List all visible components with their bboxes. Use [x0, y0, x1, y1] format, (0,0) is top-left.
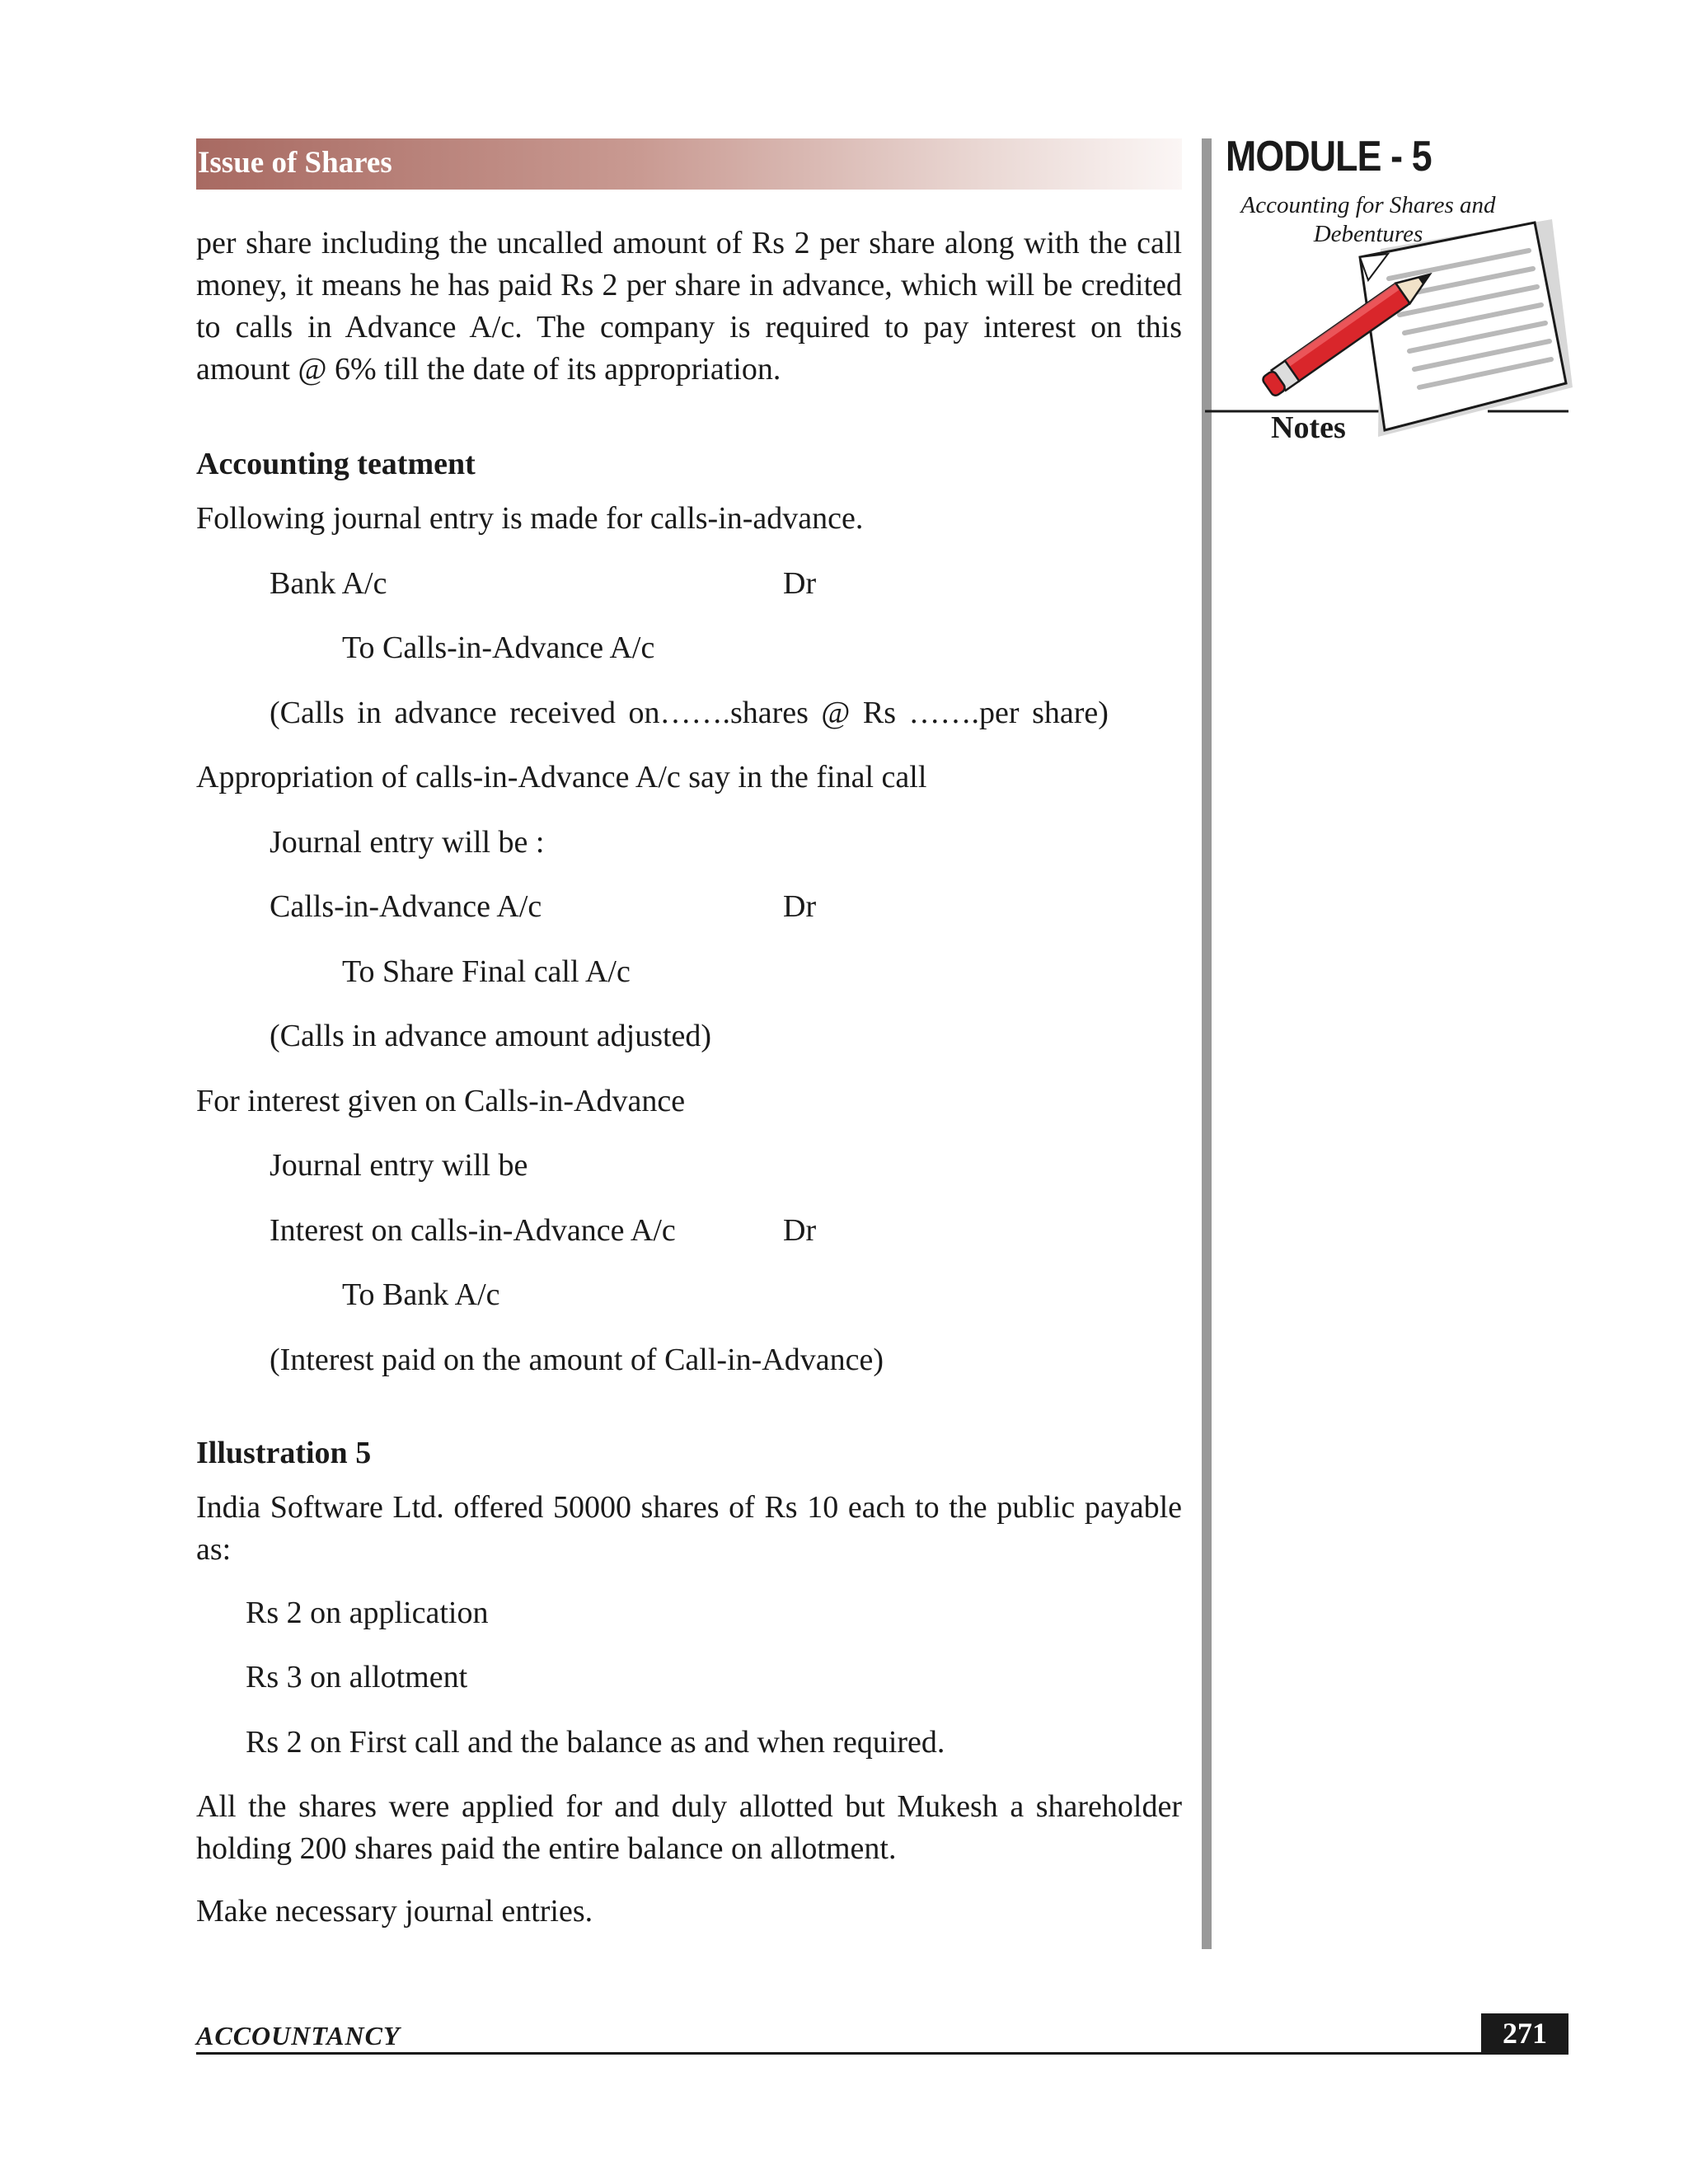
- appropriation-line: Appropriation of calls-in-Advance A/c say in the final call: [196, 760, 927, 794]
- entry2-intro: Journal entry will be :: [270, 825, 545, 860]
- entry3-credit: To Bank A/c: [342, 1277, 500, 1312]
- page-number: 271: [1481, 2013, 1568, 2053]
- entry3-debit: Interest on calls-in-Advance A/c: [270, 1213, 676, 1248]
- module-subtitle: Accounting for Shares and Debentures: [1240, 192, 1496, 247]
- entry2-debit: Calls-in-Advance A/c: [270, 889, 542, 924]
- entry3-dr: Dr: [783, 1213, 817, 1248]
- following-line: Following journal entry is made for calls-in-advance.: [196, 501, 864, 536]
- accounting-heading: Accounting teatment: [196, 447, 476, 481]
- footer-rule: [196, 2052, 1568, 2055]
- shareholder-paragraph: All the shares were applied for and duly allotted but Mukesh a shareholder holding 200 shares paid the entire balance on allotment.: [196, 1789, 1182, 1866]
- entry3-intro: Journal entry will be: [270, 1148, 528, 1183]
- entry1-debit: Bank A/c: [270, 566, 387, 601]
- section-title: Issue of Shares: [198, 146, 392, 180]
- illustration-paragraph: India Software Ltd. offered 50000 shares of Rs 10 each to the public payable as:: [196, 1490, 1182, 1567]
- entry3-narration: (Interest paid on the amount of Call-in-Advance): [270, 1343, 884, 1377]
- payment-item: Rs 2 on First call and the balance as and when required.: [246, 1725, 945, 1760]
- interest-line: For interest given on Calls-in-Advance: [196, 1084, 686, 1118]
- entry1-narration: (Calls in advance received on…….shares @ Rs …….per share): [270, 696, 1109, 730]
- module-title: MODULE - 5: [1226, 133, 1432, 180]
- entry1-credit: To Calls-in-Advance A/c: [342, 630, 655, 665]
- footer-subject: ACCOUNTANCY: [196, 2021, 401, 2050]
- entry2-narration: (Calls in advance amount adjusted): [270, 1019, 712, 1053]
- entry2-credit: To Share Final call A/c: [342, 954, 631, 989]
- payment-item: Rs 3 on allotment: [246, 1660, 468, 1694]
- payment-item: Rs 2 on application: [246, 1596, 489, 1630]
- illustration-heading: Illustration 5: [196, 1436, 372, 1470]
- section-header-band: [196, 138, 1182, 190]
- notes-label: Notes: [1271, 410, 1346, 445]
- notes-pencil-icon: [1203, 214, 1582, 462]
- entry1-dr: Dr: [783, 566, 817, 601]
- instruction-line: Make necessary journal entries.: [196, 1894, 593, 1929]
- entry2-dr: Dr: [783, 889, 817, 924]
- intro-paragraph: per share including the uncalled amount of Rs 2 per share along with the call money, it means he has paid Rs 2 per share in advance, which will be credited to calls in Advance A/c. The company is required to pay interest on this amount @ 6% till the date of its appropriation.: [196, 226, 1182, 387]
